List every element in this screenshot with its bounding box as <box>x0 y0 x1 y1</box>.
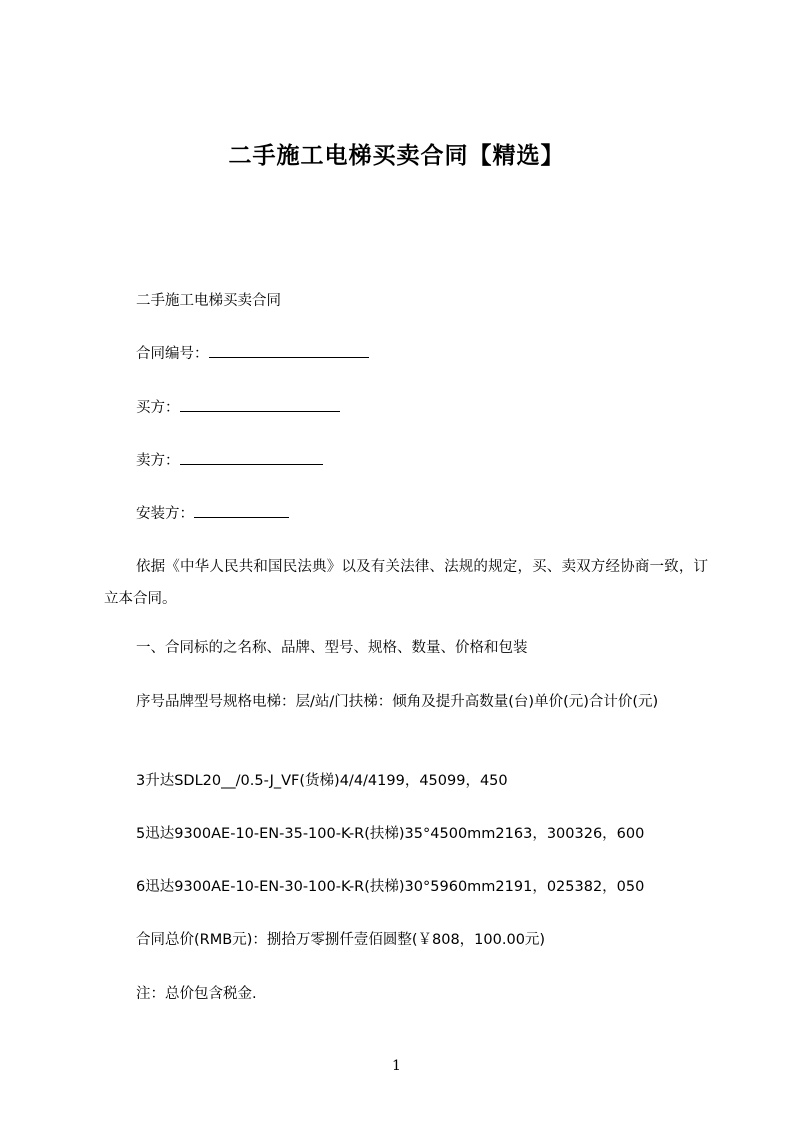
document-title: 二手施工电梯买卖合同【精选】 <box>228 143 565 169</box>
contract-number-line <box>136 343 369 365</box>
installer-label: 安装方： <box>136 506 194 522</box>
buyer-label: 买方： <box>136 400 180 416</box>
table-header-paragraph: 序号品牌型号规格电梯：层/站/门扶梯：倾角及提升高数量(台)单价(元)合计价(元) <box>136 694 659 710</box>
seller-blank <box>180 450 323 465</box>
page-number: 1 <box>392 1058 401 1074</box>
seller-label: 卖方： <box>136 453 180 469</box>
intro-paragraph: 依据《中华人民共和国民法典》以及有关法律、法规的规定，买、卖双方经协商一致，订立本合同。 <box>104 559 708 607</box>
total-price: 合同总价(RMB元)：捌拾万零捌仟壹佰圆整(￥808，100.00元) <box>136 932 546 948</box>
installer-blank <box>194 503 289 518</box>
item-row-1: 3升达SDL20__/0.5-J_VF(货梯)4/4/4199，45099，450 <box>136 773 508 789</box>
contract-subtitle: 二手施工电梯买卖合同 <box>136 293 281 309</box>
section-heading: 一、合同标的之名称、品牌、型号、规格、数量、价格和包装 <box>136 640 528 656</box>
buyer-blank <box>180 397 340 412</box>
installer-line <box>136 503 289 525</box>
seller-line <box>136 450 323 472</box>
tax-note: 注：总价包含税金. <box>136 986 257 1002</box>
contract-number-blank <box>209 343 369 358</box>
item-row-3: 6迅达9300AE-10-EN-30-100-K-R(扶梯)30°5960mm2191，025382，050 <box>136 879 645 895</box>
contract-number-label: 合同编号： <box>136 346 209 362</box>
buyer-line <box>136 397 340 419</box>
item-row-2: 5迅达9300AE-10-EN-35-100-K-R(扶梯)35°4500mm2163，300326，600 <box>136 826 645 842</box>
